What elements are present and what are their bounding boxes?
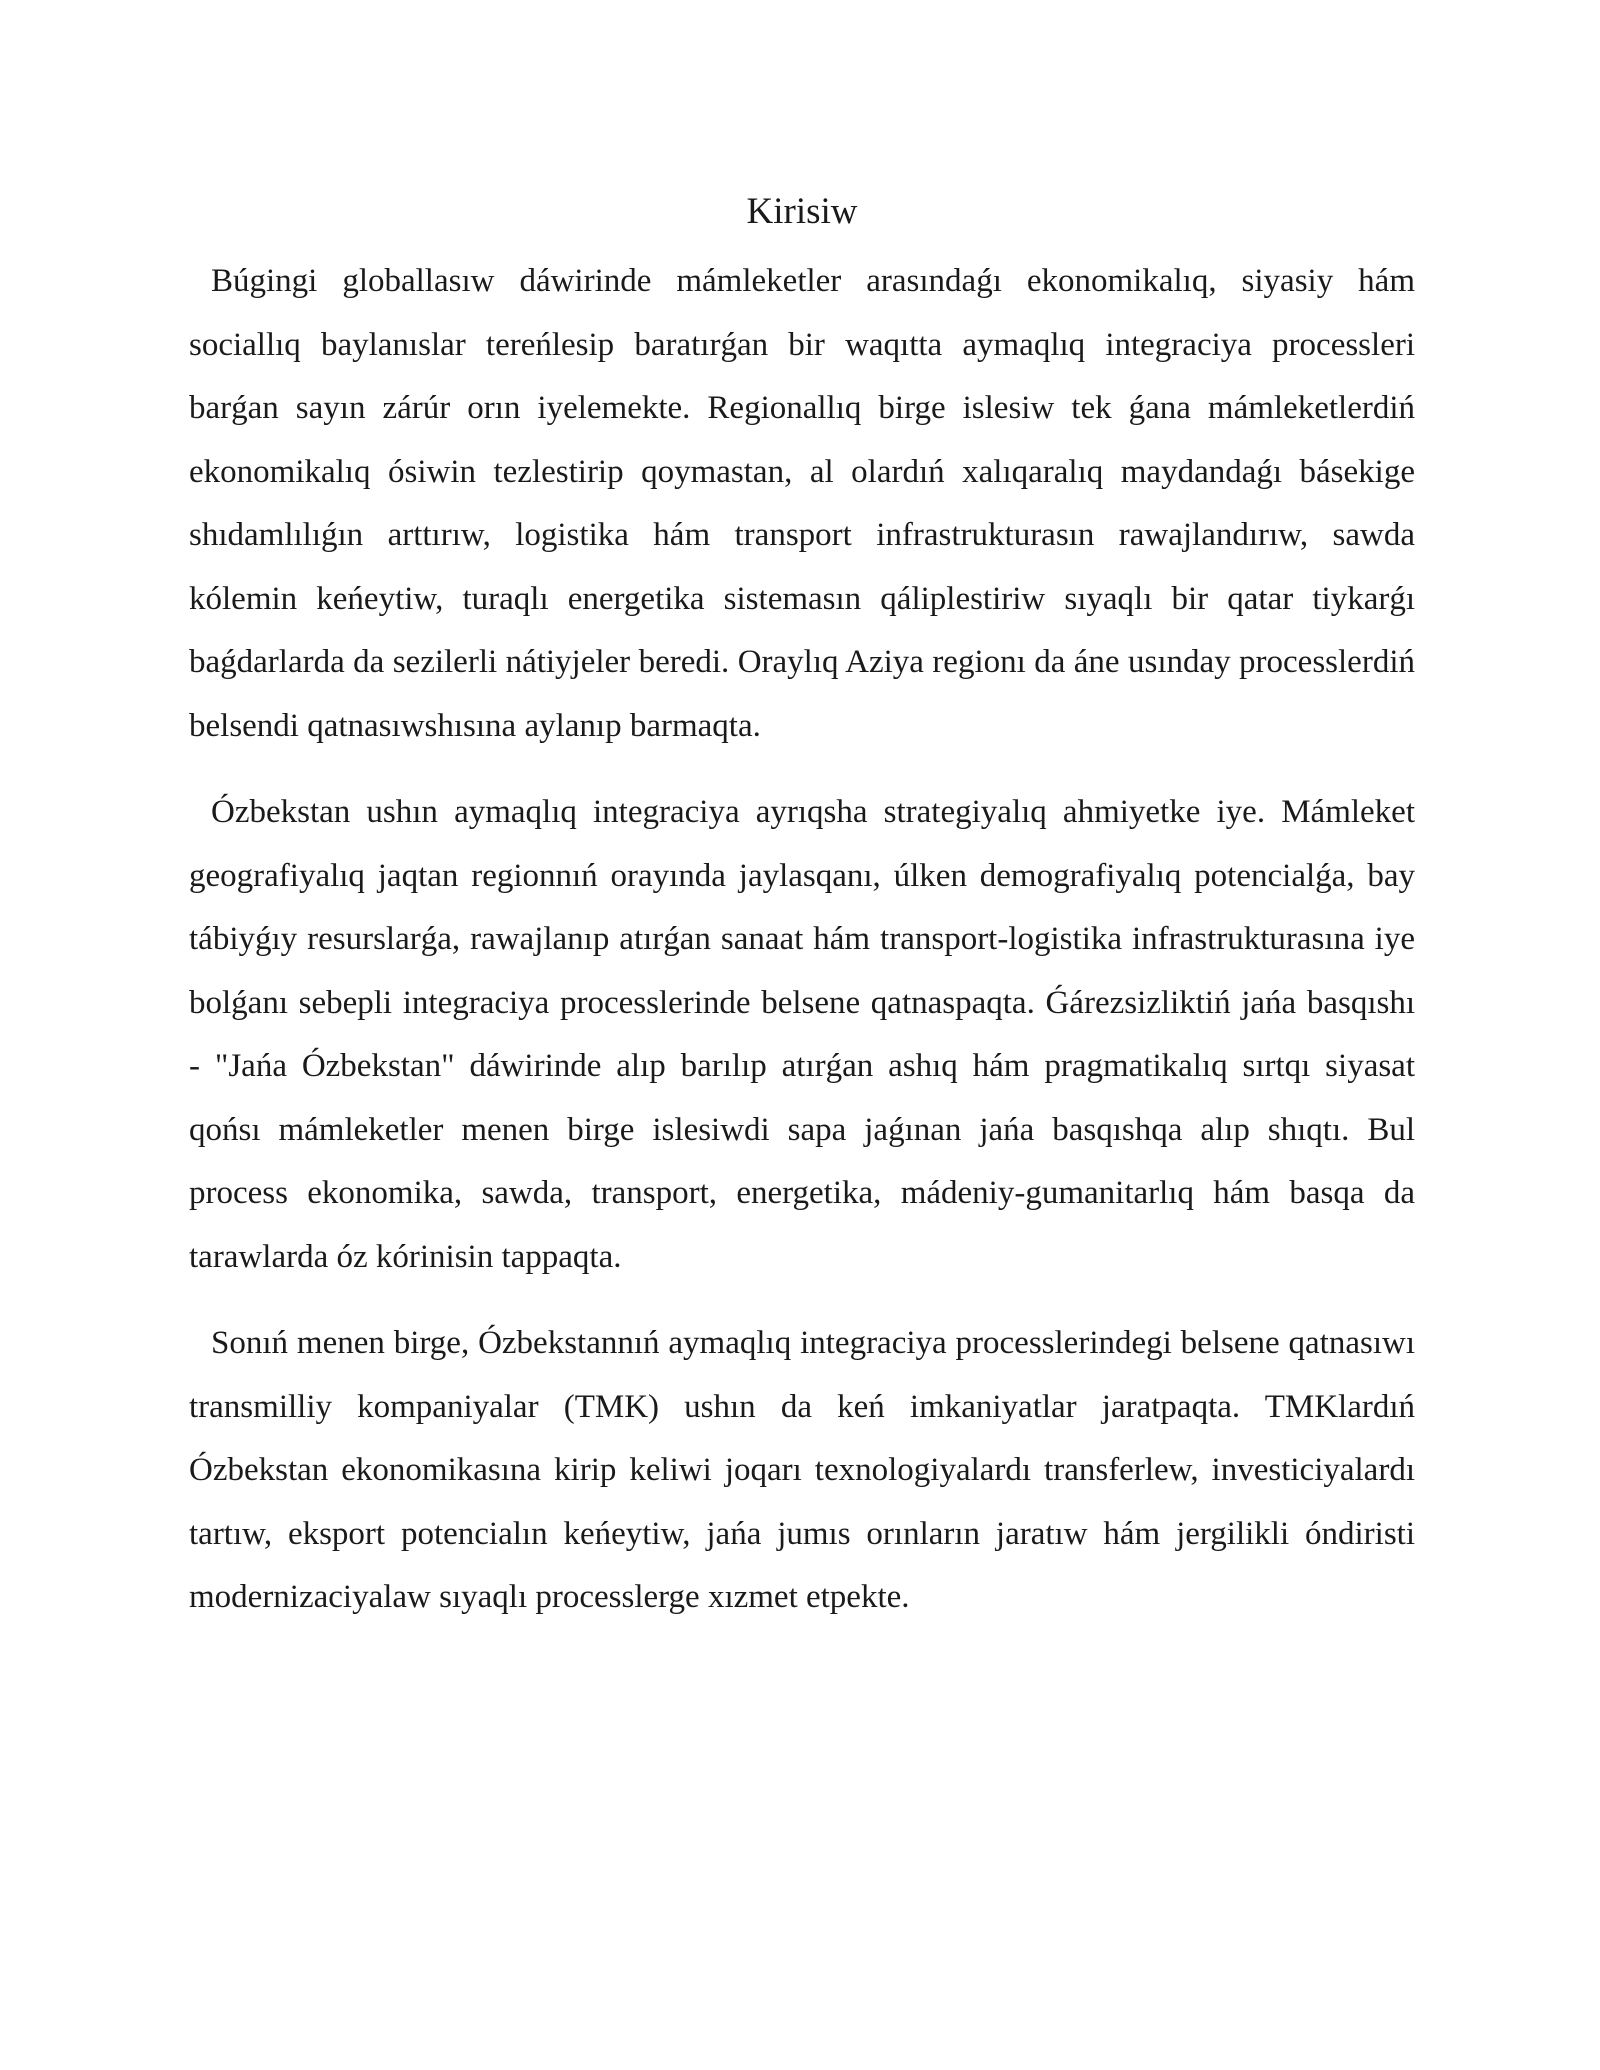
paragraph-1: Búgingi globallasıw dáwirinde mámleketler arasındaǵı ekonomikalıq, siyasiy hám sociallıq baylanıslar tereńlesip baratırǵan bir waqıtta aymaqlıq integraciya processleri barǵan sayın zárúr orın iyelemekte. Regionallıq birge islesiw tek ǵana mámleketlerdiń ekonomikalıq ósiwin tezlestirip qoymastan, al olardıń xalıqaralıq maydandaǵı básekige shıdamlılıǵın arttırıw, logistika hám transport infrastrukturasın rawajlandırıw, sawda kólemin keńeytiw, turaqlı energetika sistemasın qáliplestiriw sıyaqlı bir qatar tiykarǵı baǵdarlarda da sezilerli nátiyjeler beredi. Oraylıq Aziya regionı da áne usınday processlerdiń belsendi qatnasıwshısına aylanıp barmaqta. bbox=[189, 263, 1415, 744]
paragraph-2: Ózbekstan ushın aymaqlıq integraciya ayrıqsha strategiyalıq ahmiyetke iye. Mámleket geografiyalıq jaqtan regionnıń orayında jaylasqanı, úlken demografiyalıq potencialǵa, bay tábiyǵıy resurslarǵa, rawajlanıp atırǵan sanaat hám transport-logistika infrastrukturasına iye bolǵanı sebepli integraciya processlerinde belsene qatnaspaqta. Ǵárezsizliktiń jańa basqıshı - "Jańa Ózbekstan" dáwirinde alıp barılıp atırǵan ashıq hám pragmatikalıq sırtqı siyasat qońsı mámleketler menen birge islesiwdi sapa jaǵınan jańa basqıshqa alıp shıqtı. Bul process ekonomika, sawda, transport, energetika, mádeniy-gumanitarlıq hám basqa da tarawlarda óz kórinisin tappaqta. bbox=[189, 794, 1415, 1275]
document-body bbox=[189, 182, 1415, 1653]
paragraph-3: Sonıń menen birge, Ózbekstannıń aymaqlıq integraciya processlerindegi belsene qatnasıwı transmilliy kompaniyalar (TMK) ushın da keń imkaniyatlar jaratpaqta. TMKlardıń Ózbekstan ekonomikasına kirip keliwi joqarı texnologiyalardı transferlew, investiciyalardı tartıw, eksport potencialın keńeytiw, jańa jumıs orınların jaratıw hám jergilikli óndiristi modernizaciyalaw sıyaqlı processlerge xızmet etpekte. bbox=[189, 1325, 1415, 1615]
page-title: Kirisiw bbox=[746, 191, 858, 232]
